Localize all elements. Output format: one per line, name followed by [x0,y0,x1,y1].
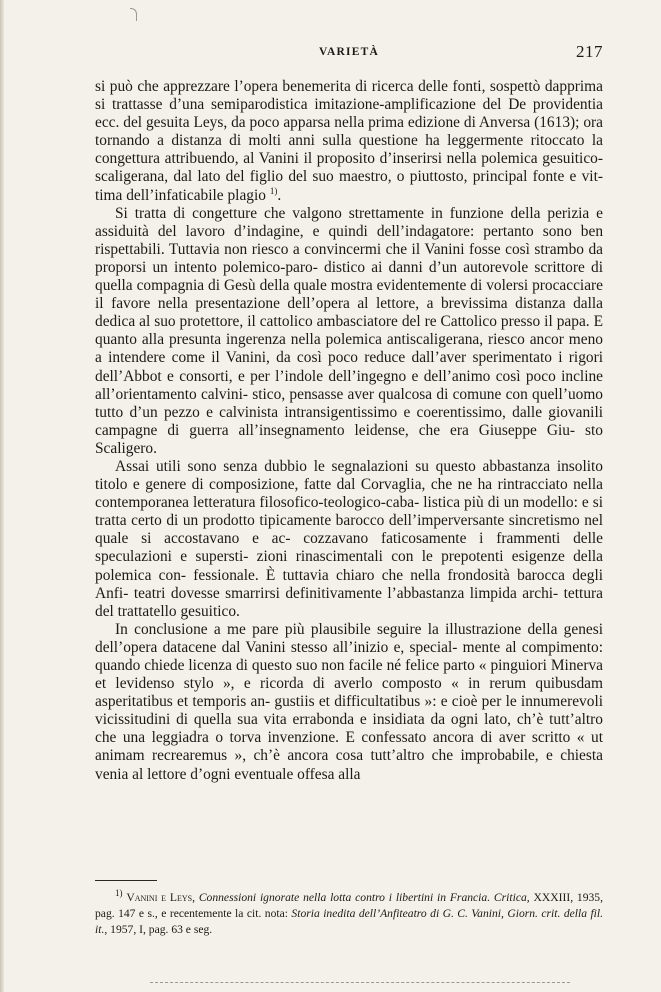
text-line: scritto « ut animam recrearemus », ch’è ancora cosa tutt’altro che [95,729,603,765]
text-line: teatri dovesse smarrirsi definitivamente l’abbastanza limpida archi- [133,584,559,602]
text-line: dal lato del figlio del suo maestro, o piuttosto, principal fonte e vit- [173,168,603,186]
text-line: averlo composto « in rerum quibusdam asperitatibus et temporis an- [95,675,603,711]
paragraph-3 [95,458,603,621]
text-line: che una leggiadra o torva invenzione. E confessato ancora di aver [95,729,526,747]
text-line: dall’aver sperimentato i rigori dell’Abbot e consorti, e per l’indole [95,349,603,385]
text-line: della quale mostra evidentemente di volersi procacciare il favore nella [95,277,603,313]
footnote-1 [95,890,603,937]
footnote-marker: 1) [115,888,123,899]
footnote-title: Connessioni ignorate nella lotta contro i libertini in Francia. Critica, [198,891,530,904]
text-line: presentazione dell’opera al lettore, a brevissima distanza dalla dedica [95,295,603,331]
body-text [95,78,603,784]
footnote-text: , 1957, I, pag. 63 e seg. [104,922,213,936]
footnote-journal: di G. C. Vanini, Giorn. crit. della fil. it. [95,906,604,936]
paragraph-4 [95,621,603,784]
text-line: si può che apprezzare l’opera benemerita di ricerca delle fonti, sospettò [95,78,541,95]
text-line: zioni rinascimentali con le prepotenti esigenze della polemica con- [95,548,603,584]
text-line: di quella sua vita errabonda e insidiata da ogni lato, ch’è tutt’altro [176,711,603,729]
text-line: stico, pensasse aver qualcosa di comune con quell’uomo tutto d’un [95,385,604,421]
text-line: improbabile, e chiesta venia al lettore d’ogni eventuale offesa alla [95,747,603,783]
text-line: del De providentia ecc. del gesuita Leys, da poco apparsa nella prima [95,96,603,132]
text-line: tettura del trattatello gesuitico. [95,584,603,620]
footnote-reference: 1) [269,185,278,196]
text-line: . [277,186,282,204]
footnote-text: XXXIII, 1935, pag. 147 e s., e recentemente la cit. nota: [95,891,604,920]
paragraph-2 [95,205,603,458]
text-line: gustiis et difficultatibus »: e cioè per le innumerevoli vicissitudini [95,693,603,729]
text-line: dapprima si trattasse d’una semiparodistica imitazione-amplificazione [95,78,603,114]
footnote-cited-title: Storia inedita dell’Anfiteatro [291,906,427,920]
text-line: il Vanini fosse così strambo da proporsi un intento polemico-paro- [95,240,603,276]
text-line: campagne di guerra all’insegnamento leidense, che era Giuseppe Giu- [95,421,576,439]
page-header [95,42,603,66]
text-line: al suo protettore, il cattolico ambasciatore del re Cattolico presso il [139,313,553,331]
text-line: tima dell’infaticabile plagio [95,186,266,204]
text-line: cozzavano faticosamente i frammenti delle speculazioni e supersti- [95,530,603,566]
text-line: sto Scaligero. [95,421,603,457]
text-line: barocco dell’imperversante sincretismo nel quale si accostavano e ac- [95,512,603,548]
page-number: 217 [576,42,603,61]
footnote-author: Vanini e Leys, [126,891,195,904]
text-line: della genesi dell’opera datacene dal Vanini stesso all’inizio e, special- [95,620,604,656]
scan-mark [130,8,137,21]
text-line: pezzo e calvinista intransigentissimo e coerentissimo, dalle giovanili [163,403,603,421]
text-line: rintracciato nella contemporanea letteratura filosofico-teologico-caba- [95,476,603,512]
text-line: insolito titolo e genere di composizione, fatte dal Corvaglia, che ne ha [95,457,603,494]
text-line: Si tratta di congetture che valgono strettamente in funzione della [115,204,541,222]
text-line: dell’ingegno e dell’animo così poco incline all’orientamento calvini- [95,367,603,403]
text-line: al Vanini il proposito d’inserirsi nella polemica gesuitico-scaligerana, [95,150,603,186]
text-line: perizia e assiduità del lavoro d’indagine, e quindi dell’indagatore: [95,204,603,240]
text-line: fessionale. È tuttavia chiaro che nella frondosità barocca degli Anfi- [95,566,603,602]
text-line: né felice parto « pinguiori Minerva et levidenso stylo », e ricorda di [95,657,603,693]
scan-bottom-edge [150,982,570,983]
text-line: mente al compimento: quando chiede licenza di questo suo non facile [95,638,603,674]
text-line: In conclusione a me pare più plausibile seguire la illustrazione [115,620,522,638]
text-line: edizione di Anversa (1613); ora tornando a distanza di molti anni [95,114,603,150]
footnotes [95,890,603,937]
text-line: pertanto sono ben rispettabili. Tuttavia non riesco a convincermi che [95,222,604,258]
text-line: Assai utili sono senza dubbio le segnalazioni su questo abbastanza [115,457,551,475]
text-line: riesco ancor meno a intendere come il Vanini, da così poco reduce [95,331,603,367]
running-head: VARIETÀ [319,46,379,58]
text-line: distico ai danni d’un autorevole scrittore di quella compagnia di Gesù [95,258,603,295]
paragraph-1 [95,78,603,205]
text-line: sulla questione ha leggermente ritoccato la congettura attribuendo, [95,132,603,168]
text-line: listica più di un modello: e si tratta certo di un prodotto tipicamente [95,494,603,530]
page-edge [0,0,4,992]
text-line: papa. E quanto alla presunta ingerenza nella polemica antiscaligerana, [95,313,603,349]
footnote-rule [95,880,157,881]
